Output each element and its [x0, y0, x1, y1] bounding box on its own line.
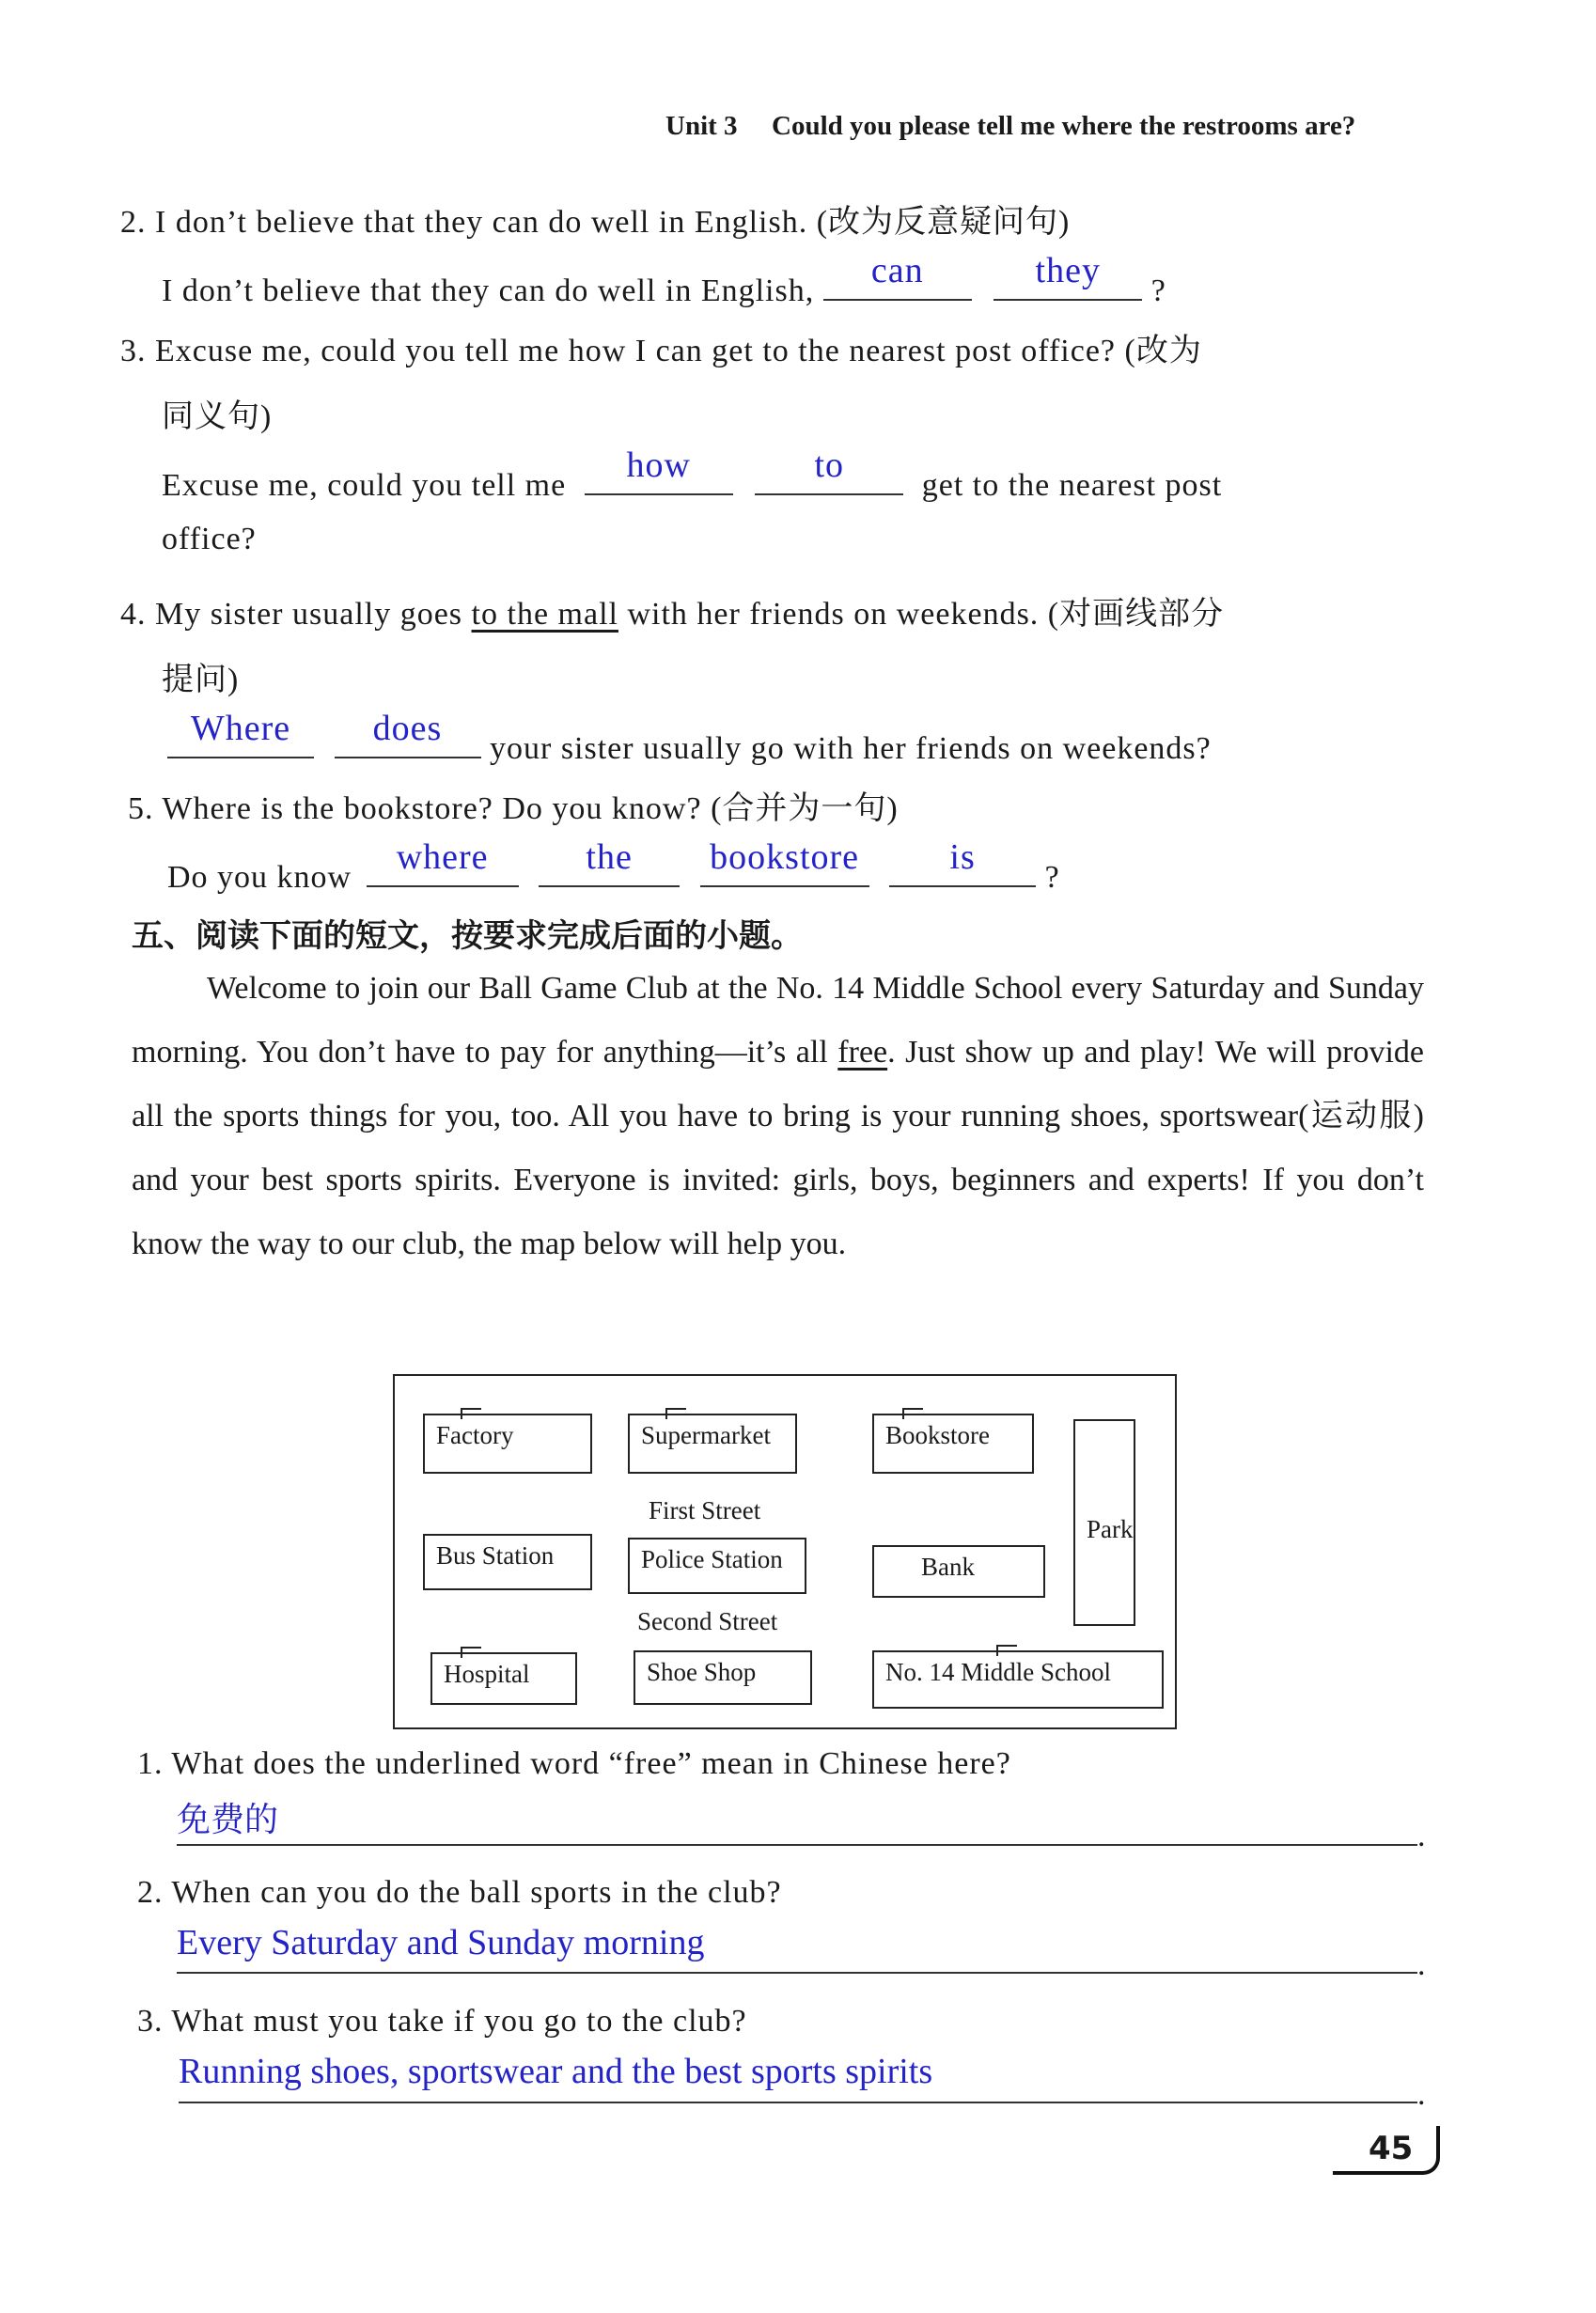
q5-answer-3: bookstore — [710, 837, 860, 877]
map-hospital: Hospital — [430, 1652, 577, 1705]
q2-blank-2[interactable] — [994, 251, 1142, 301]
map-bank: Bank — [872, 1545, 1045, 1598]
q2-answer-2: they — [1035, 251, 1101, 290]
q5-line — [167, 837, 1060, 896]
answer-line-3[interactable] — [179, 2102, 1417, 2103]
map-door-mark — [665, 1408, 686, 1419]
map-supermarket: Supermarket — [628, 1414, 797, 1474]
q3-line-end: get to the nearest post — [921, 468, 1223, 503]
answer-1-period: . — [1417, 1819, 1427, 1853]
map-park: Park — [1073, 1419, 1135, 1626]
q5-line-start: Do you know — [167, 860, 352, 895]
answer-line-2[interactable] — [177, 1972, 1417, 1974]
q2-end: ? — [1150, 273, 1166, 308]
q4-prompt-post: with her friends on weekends. (对画线部分 — [627, 597, 1225, 632]
map-door-mark — [902, 1408, 923, 1419]
q2-answer-1: can — [870, 251, 924, 290]
q4-prompt-b: 提问) — [162, 663, 240, 697]
q3-prompt-a: 3. Excuse me, could you tell me how I can get to the nearest post office? (改为 — [120, 334, 1202, 368]
map-bus-station: Bus Station — [423, 1534, 592, 1590]
map-shoe-shop: Shoe Shop — [634, 1650, 812, 1705]
q4-line — [167, 709, 1212, 767]
q5-end: ? — [1044, 860, 1060, 895]
q5-prompt: 5. Where is the bookstore? Do you know? (合并为一句) — [128, 791, 899, 826]
q4-prompt — [120, 587, 1224, 633]
q2-line-start: I don’t believe that they can do well in English, — [162, 273, 815, 308]
q5-answer-2: the — [586, 837, 633, 877]
q5-blank-3[interactable] — [700, 837, 869, 887]
q2-line — [162, 251, 1166, 309]
unit-label: Unit 3 — [665, 111, 738, 141]
map-first-street: First Street — [649, 1496, 761, 1524]
club-map — [393, 1374, 1177, 1729]
map-second-street: Second Street — [637, 1607, 778, 1635]
q5-answer-4: is — [949, 837, 976, 877]
q4-prompt-underlined: to the mall — [471, 597, 618, 632]
q3-line — [162, 445, 1223, 504]
map-door-mark — [461, 1408, 481, 1419]
question-3: 3. What must you take if you go to the club? — [137, 2004, 747, 2039]
question-1: 1. What does the underlined word “free” mean in Chinese here? — [137, 1746, 1011, 1781]
q4-answer-1: Where — [190, 709, 291, 748]
map-school: No. 14 Middle School — [872, 1650, 1164, 1709]
reading-passage — [132, 957, 1424, 1276]
answer-3: Running shoes, sportswear and the best sports spirits — [179, 2052, 933, 2091]
answer-1: 免费的 — [177, 1801, 279, 1839]
q3-line-end-b: office? — [162, 522, 257, 556]
section-title: 五、阅读下面的短文，按要求完成后面的小题。 — [132, 917, 803, 955]
page-header — [665, 111, 1355, 142]
q3-blank-2[interactable] — [755, 445, 903, 495]
q5-answer-1: where — [396, 837, 489, 877]
answer-3-period: . — [1417, 2077, 1427, 2112]
answer-2: Every Saturday and Sunday morning — [177, 1923, 705, 1962]
unit-title: Could you please tell me where the restrooms are? — [772, 111, 1356, 141]
q4-blank-1[interactable] — [167, 709, 314, 758]
answer-2-period: . — [1417, 1947, 1427, 1982]
map-bookstore: Bookstore — [872, 1414, 1034, 1474]
q3-answer-1: how — [626, 445, 691, 485]
q3-prompt-b: 同义句) — [162, 399, 273, 434]
answer-line-1[interactable] — [177, 1844, 1417, 1846]
q2-blank-1[interactable] — [823, 251, 972, 301]
page-number-badge — [1333, 2126, 1440, 2175]
question-2: 2. When can you do the ball sports in the club? — [137, 1875, 782, 1910]
q4-blank-2[interactable] — [335, 709, 481, 758]
passage-free-word: free — [837, 1035, 888, 1070]
q3-line-start: Excuse me, could you tell me — [162, 468, 567, 503]
q2-prompt: 2. I don’t believe that they can do well in English. (改为反意疑问句) — [120, 205, 1071, 240]
map-police-station: Police Station — [628, 1538, 806, 1594]
q3-answer-2: to — [814, 445, 845, 485]
q4-answer-2: does — [372, 709, 443, 748]
passage-part-1: Welcome to join our Ball Game Club at the No. 14 Middle School every Saturday and Sunday morning. You don’t have to pay for anything—it’s all — [132, 971, 1424, 1070]
map-factory: Factory — [423, 1414, 592, 1474]
map-door-mark — [996, 1645, 1017, 1656]
q4-line-end: your sister usually go with her friends on weekends? — [490, 731, 1212, 766]
q5-blank-1[interactable] — [367, 837, 519, 887]
q5-blank-2[interactable] — [539, 837, 680, 887]
q5-blank-4[interactable] — [889, 837, 1036, 887]
passage-part-2: . Just show up and play! We will provide all the sports things for you, too. All you have to bring is your running shoes, sportswear(运动服) and your best sports spirits. Everyone is invited: girls, boys, beginners and experts! If you don’t know the way to our club, the map below will help you. — [132, 1035, 1424, 1261]
q4-prompt-pre: 4. My sister usually goes — [120, 597, 463, 632]
q3-blank-1[interactable] — [585, 445, 733, 495]
page-number: 45 — [1369, 2130, 1414, 2167]
map-door-mark — [461, 1647, 481, 1658]
